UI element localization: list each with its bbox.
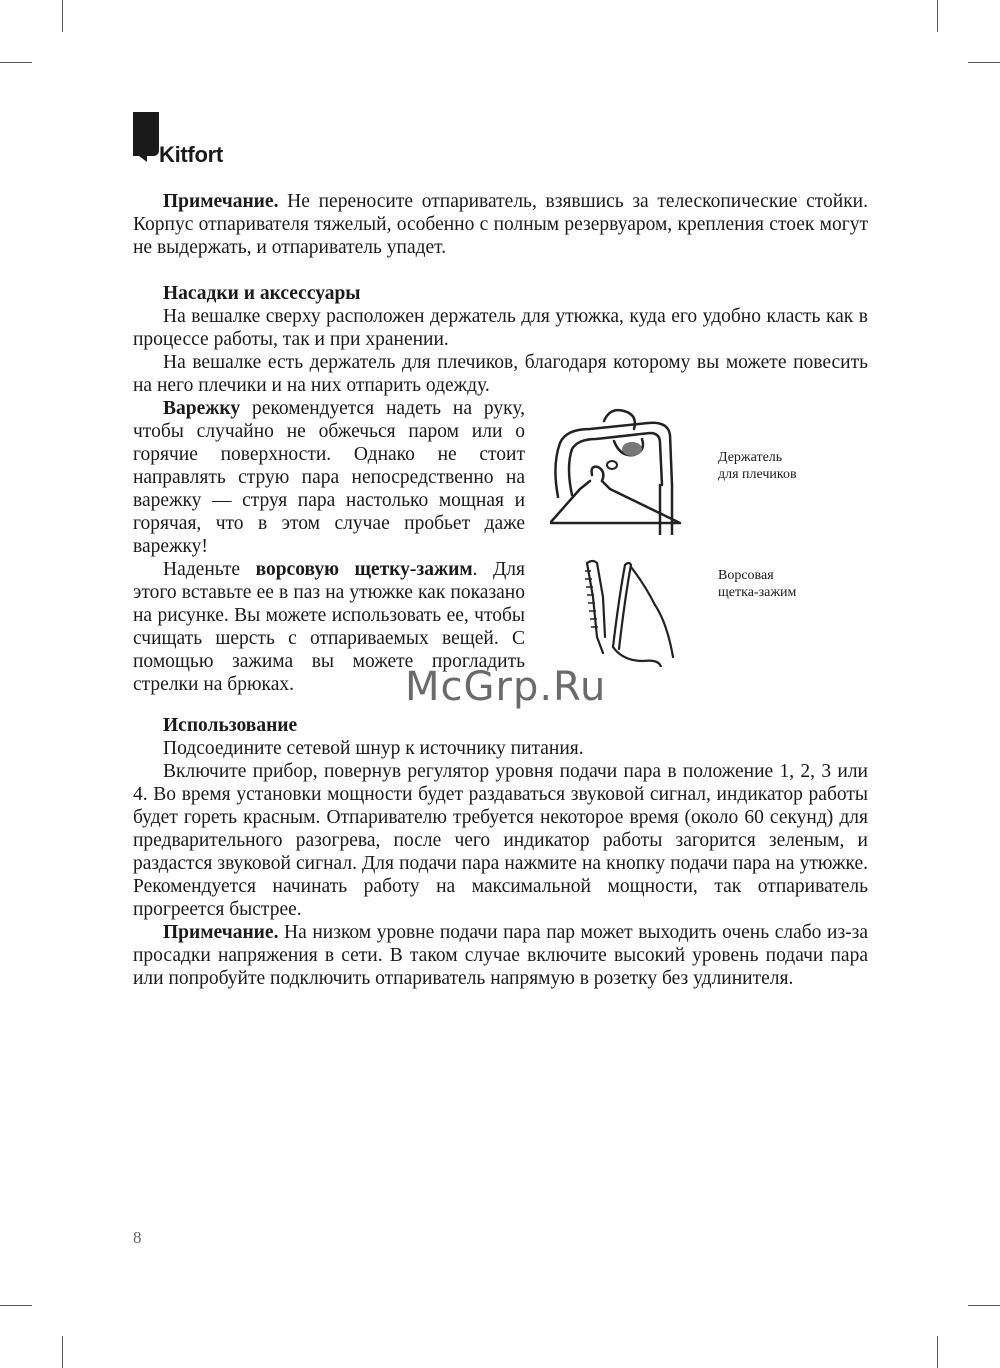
- caption-line: Ворсовая: [718, 568, 774, 583]
- crop-mark: [62, 0, 63, 32]
- paragraph: На вешалке есть держатель для плечиков, благодаря которому вы можете повесить на него плечики и на них отпарить одежду.: [133, 352, 868, 396]
- page-number: 8: [133, 1228, 142, 1247]
- hanger-holder-caption: [718, 449, 797, 483]
- brush-clip-caption: [718, 567, 796, 601]
- note-label: Примечание.: [163, 191, 279, 212]
- crop-mark: [968, 1305, 1000, 1306]
- hanger-holder-illustration: [550, 405, 682, 535]
- crop-mark: [937, 1336, 938, 1368]
- brand-mark-icon: [133, 112, 159, 162]
- paragraph: Включите прибор, повернув регулятор уровня подачи пара в положение 1, 2, 3 или 4. Во время установки мощности будет раздаваться звуковой сигнал, индикатор работы будет гореть красным. Отпаривателю требуется некоторое время (около 60 секунд) для предварительного разогрева, после чего индикатор работы загорится зеленым, и раздастся звуковой сигнал. Для подачи пара нажмите на кнопку подачи пара на утюжке. Рекомендуется начинать работу на максимальной мощности, так отпариватель прогреется быстрее.: [133, 761, 868, 920]
- crop-mark: [62, 1336, 63, 1368]
- brand-name: Kitfort: [159, 142, 223, 167]
- note-paragraph: [133, 190, 868, 259]
- note-text: На низком уровне подачи пара пар может выходить очень слабо из-за просадки напряжения в сети. В таком случае включите высокий уровень подачи пара или попробуйте подключить отпариватель напрямую в розетку без удлинителя.: [133, 922, 868, 989]
- note-label: Примечание.: [163, 922, 279, 943]
- paragraph: Подсоедините сетевой шнур к источнику питания.: [163, 738, 584, 759]
- crop-mark: [0, 1305, 32, 1306]
- crop-mark: [0, 62, 32, 63]
- note-text: Не переносите отпариватель, взявшись за телескопические стойки. Корпус отпаривателя тяжелый, особенно с полным резервуаром, крепления стоек могут не выдержать, и отпариватель упадет.: [133, 191, 868, 258]
- caption-line: Держатель: [718, 450, 783, 465]
- brand-logo: [133, 112, 263, 172]
- caption-line: для плечиков: [718, 467, 797, 482]
- usage-note-paragraph: [133, 921, 868, 990]
- accessories-figures-block: [133, 397, 868, 697]
- crop-mark: [968, 62, 1000, 63]
- caption-line: щетка-зажим: [718, 585, 797, 600]
- brush-pre: Наденьте: [163, 559, 256, 580]
- brush-text: . Для этого вставьте ее в паз на утюжке как показано на рисунке. Вы можете использовать ее, чтобы счищать шерсть с отпариваемых вещей. С помощью зажима вы можете прогладить стрелки на брюках.: [133, 559, 525, 695]
- watermark: McGrp.Ru: [405, 664, 607, 710]
- paragraph: На вешалке сверху расположен держатель для утюжка, куда его удобно класть как в процессе работы, так и при хранении.: [133, 306, 868, 350]
- accessories-text-column: [133, 397, 525, 696]
- brush-clip-illustration: [573, 557, 681, 667]
- section-heading-accessories: Насадки и аксессуары: [163, 283, 361, 304]
- section-heading-usage: Использование: [163, 715, 298, 736]
- mitten-text: рекомендуется надеть на руку, чтобы случайно не обжечься паром или о горячие поверхности. Однако не стоит направлять струю пара непосредственно на варежку — струя пара настолько мощная и горячая, что в этом случае пробьет даже варежку!: [133, 398, 525, 557]
- mitten-term: Варежку: [163, 398, 241, 419]
- mitten-paragraph: [133, 397, 525, 558]
- brush-term: ворсовую щетку-зажим: [255, 559, 473, 580]
- page-content: [133, 190, 868, 990]
- crop-mark: [937, 0, 938, 32]
